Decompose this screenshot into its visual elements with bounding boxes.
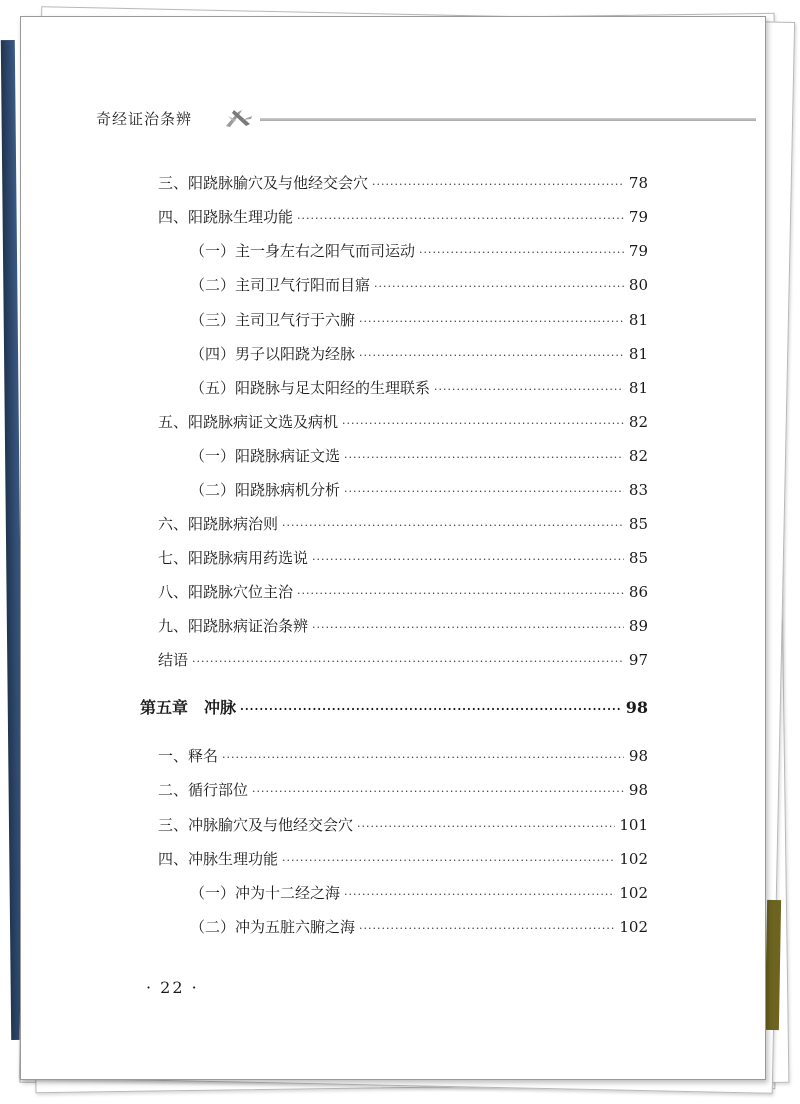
toc-entry bbox=[190, 343, 648, 365]
leader-dots bbox=[252, 781, 624, 803]
toc-entry bbox=[190, 479, 648, 501]
toc-entry bbox=[158, 206, 648, 228]
leader-dots bbox=[419, 242, 624, 264]
toc-entry bbox=[190, 274, 648, 296]
toc-entry bbox=[158, 513, 648, 535]
brush-ornament-icon bbox=[224, 106, 254, 130]
toc-entry bbox=[190, 445, 648, 467]
toc-entry-page: 102 bbox=[619, 884, 648, 902]
leader-dots bbox=[359, 311, 624, 333]
toc-entry-page: 82 bbox=[628, 447, 648, 465]
toc-entry bbox=[158, 814, 648, 836]
toc-entry-label: （二）阳跷脉病机分析 bbox=[190, 481, 341, 499]
toc-entry-label: 二、循行部位 bbox=[158, 781, 249, 799]
leader-dots bbox=[434, 379, 624, 401]
leader-dots bbox=[312, 549, 624, 571]
leader-dots bbox=[312, 617, 624, 639]
toc-entry-page: 98 bbox=[628, 781, 648, 799]
toc-entry bbox=[158, 615, 648, 637]
toc-entry-page: 97 bbox=[628, 651, 648, 669]
toc-entry-page: 79 bbox=[628, 208, 648, 226]
toc-entry-page: 101 bbox=[619, 816, 648, 834]
leader-dots bbox=[297, 208, 624, 230]
toc-entry-page: 82 bbox=[628, 413, 648, 431]
leader-dots bbox=[374, 276, 624, 298]
toc-entry bbox=[190, 377, 648, 399]
toc-entry-page: 102 bbox=[619, 850, 648, 868]
leader-dots bbox=[282, 515, 624, 537]
toc-entry-label: （二）冲为五脏六腑之海 bbox=[190, 918, 356, 936]
toc-entry bbox=[158, 848, 648, 870]
toc-entry-page: 102 bbox=[619, 918, 648, 936]
leader-dots bbox=[240, 699, 622, 721]
toc-entry-page: 80 bbox=[628, 276, 648, 294]
leader-dots bbox=[357, 816, 615, 838]
toc-entry bbox=[158, 547, 648, 569]
leader-dots bbox=[222, 747, 624, 769]
toc-entry-label: 一、释名 bbox=[158, 747, 219, 765]
toc-entry-page: 81 bbox=[628, 345, 648, 363]
leader-dots bbox=[297, 583, 624, 605]
toc-entry-page: 98 bbox=[628, 747, 648, 765]
toc-entry bbox=[158, 581, 648, 603]
leader-dots bbox=[344, 884, 615, 906]
toc-entry bbox=[190, 916, 648, 938]
toc-entry-page: 79 bbox=[628, 242, 648, 260]
toc-entry-page: 83 bbox=[628, 481, 648, 499]
toc-entry bbox=[158, 649, 648, 671]
toc-entry-label: 三、阳跷脉腧穴及与他经交会穴 bbox=[158, 174, 369, 192]
toc-entry bbox=[190, 882, 648, 904]
toc-entry bbox=[158, 411, 648, 433]
toc-entry bbox=[190, 309, 648, 331]
toc-entry-label: 结语 bbox=[158, 651, 189, 669]
toc-entry-label: （一）阳跷脉病证文选 bbox=[190, 447, 341, 465]
toc-entry-label: （二）主司卫气行阳而目寤 bbox=[190, 276, 371, 294]
header-title: 奇经证治条辨 bbox=[96, 110, 193, 128]
header-rule bbox=[260, 118, 756, 121]
chapter-entry bbox=[140, 697, 648, 719]
toc-entry bbox=[158, 779, 648, 801]
toc-entry-label: （四）男子以阳跷为经脉 bbox=[190, 345, 356, 363]
toc-entry-label: 五、阳跷脉病证文选及病机 bbox=[158, 413, 339, 431]
toc-entry-label: 第五章 冲脉 bbox=[140, 698, 237, 717]
toc-entry-page: 98 bbox=[625, 698, 648, 717]
toc-entry-label: （一）冲为十二经之海 bbox=[190, 884, 341, 902]
toc-entry-page: 81 bbox=[628, 311, 648, 329]
toc-entry bbox=[158, 172, 648, 194]
toc-entry bbox=[158, 745, 648, 767]
toc-entry-label: 七、阳跷脉病用药选说 bbox=[158, 549, 309, 567]
leader-dots bbox=[192, 651, 624, 673]
toc-entry-label: （一）主一身左右之阳气而司运动 bbox=[190, 242, 416, 260]
toc-entry-label: 八、阳跷脉穴位主治 bbox=[158, 583, 294, 601]
leader-dots bbox=[359, 345, 624, 367]
toc-entry-page: 81 bbox=[628, 379, 648, 397]
leader-dots bbox=[372, 174, 624, 196]
leader-dots bbox=[282, 850, 615, 872]
page-number: · 22 · bbox=[146, 978, 199, 997]
toc-entry-label: 九、阳跷脉病证治条辨 bbox=[158, 617, 309, 635]
toc-entry-label: （五）阳跷脉与足太阳经的生理联系 bbox=[190, 379, 431, 397]
toc-entry-page: 85 bbox=[628, 549, 648, 567]
toc-entry-label: （三）主司卫气行于六腑 bbox=[190, 311, 356, 329]
toc-entry-page: 89 bbox=[628, 617, 648, 635]
toc-entry-page: 85 bbox=[628, 515, 648, 533]
leader-dots bbox=[342, 413, 624, 435]
leader-dots bbox=[344, 447, 624, 469]
toc-entry-label: 六、阳跷脉病治则 bbox=[158, 515, 279, 533]
toc-entry-label: 四、冲脉生理功能 bbox=[158, 850, 279, 868]
book-spine-gold bbox=[765, 900, 781, 1030]
leader-dots bbox=[359, 918, 615, 940]
toc-entry-page: 86 bbox=[628, 583, 648, 601]
toc-entry-label: 三、冲脉腧穴及与他经交会穴 bbox=[158, 816, 354, 834]
toc-entry-page: 78 bbox=[628, 174, 648, 192]
toc-entry bbox=[190, 240, 648, 262]
leader-dots bbox=[344, 481, 624, 503]
toc-entry-label: 四、阳跷脉生理功能 bbox=[158, 208, 294, 226]
running-header bbox=[96, 104, 756, 134]
